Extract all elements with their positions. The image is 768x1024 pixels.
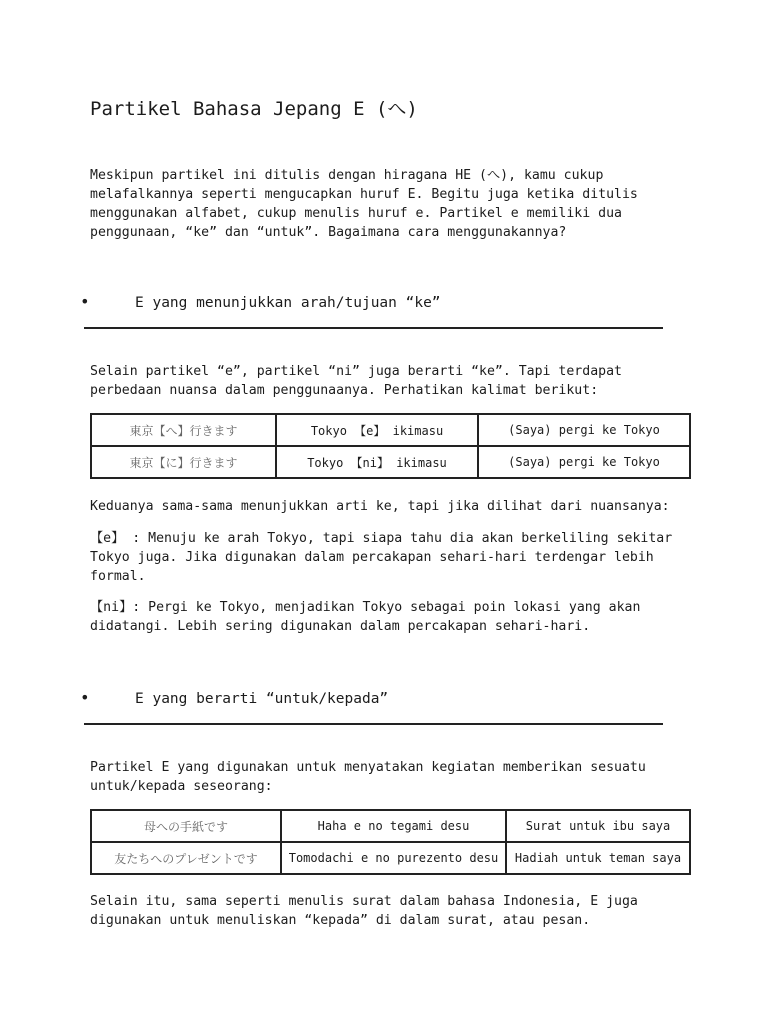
page-title: Partikel Bahasa Jepang E (へ)	[90, 98, 418, 120]
table-cell-japanese: 母への手紙です	[91, 810, 281, 842]
table-cell-japanese: 友たちへのプレゼントです	[91, 842, 281, 874]
table-row	[91, 842, 690, 874]
table-row	[91, 810, 690, 842]
table-cell-romaji: Tokyo 【e】 ikimasu	[276, 414, 478, 446]
section1-table	[90, 413, 691, 479]
section1-paragraph-4: 【ni】: Pergi ke Tokyo, menjadikan Tokyo sebagai poin lokasi yang akan didatangi. Lebih sering digunakan dalam percakapan sehari-hari.	[90, 600, 641, 634]
table-cell-translation: (Saya) pergi ke Tokyo	[478, 446, 690, 478]
section2-heading: E yang berarti “untuk/kepada”	[135, 691, 389, 707]
table-cell-translation: (Saya) pergi ke Tokyo	[478, 414, 690, 446]
section1-paragraph-1: Selain partikel “e”, partikel “ni” juga berarti “ke”. Tapi terdapat perbedaan nuansa dalam penggunaanya. Perhatikan kalimat berikut:	[90, 364, 622, 398]
table-cell-japanese: 東京【に】行きます	[91, 446, 276, 478]
section1-paragraph-2: Keduanya sama-sama menunjukkan arti ke, tapi jika dilihat dari nuansanya:	[90, 499, 670, 514]
table-cell-romaji: Tomodachi e no purezento desu	[281, 842, 506, 874]
table-cell-japanese: 東京【へ】行きます	[91, 414, 276, 446]
section1-paragraph-3: 【e】 : Menuju ke arah Tokyo, tapi siapa tahu dia akan berkeliling sekitar Tokyo juga. Jika digunakan dalam percakapan sehari-hari terdengar lebih formal.	[90, 531, 673, 584]
section2-table	[90, 809, 691, 875]
section1-bullet: •	[80, 292, 90, 311]
table-row	[91, 446, 690, 478]
section2-paragraph-1: Partikel E yang digunakan untuk menyatakan kegiatan memberikan sesuatu untuk/kepada seseorang:	[90, 760, 646, 794]
table-cell-romaji: Haha e no tegami desu	[281, 810, 506, 842]
table-cell-translation: Surat untuk ibu saya	[506, 810, 690, 842]
table-cell-romaji: Tokyo 【ni】 ikimasu	[276, 446, 478, 478]
section2-paragraph-2: Selain itu, sama seperti menulis surat dalam bahasa Indonesia, E juga digunakan untuk menuliskan “kepada” di dalam surat, atau pesan.	[90, 894, 638, 928]
intro-paragraph: Meskipun partikel ini ditulis dengan hiragana HE (へ), kamu cukup melafalkannya seperti mengucapkan huruf E. Begitu juga ketika ditulis menggunakan alfabet, cukup menulis huruf e. Partikel e memiliki dua penggunaan, “ke” dan “untuk”. Bagaimana cara menggunakannya?	[90, 168, 638, 240]
section1-divider	[84, 327, 663, 329]
section1-heading: E yang menunjukkan arah/tujuan “ke”	[135, 295, 441, 311]
table-cell-translation: Hadiah untuk teman saya	[506, 842, 690, 874]
section2-divider	[84, 723, 663, 725]
section2-bullet: •	[80, 688, 90, 707]
table-row	[91, 414, 690, 446]
